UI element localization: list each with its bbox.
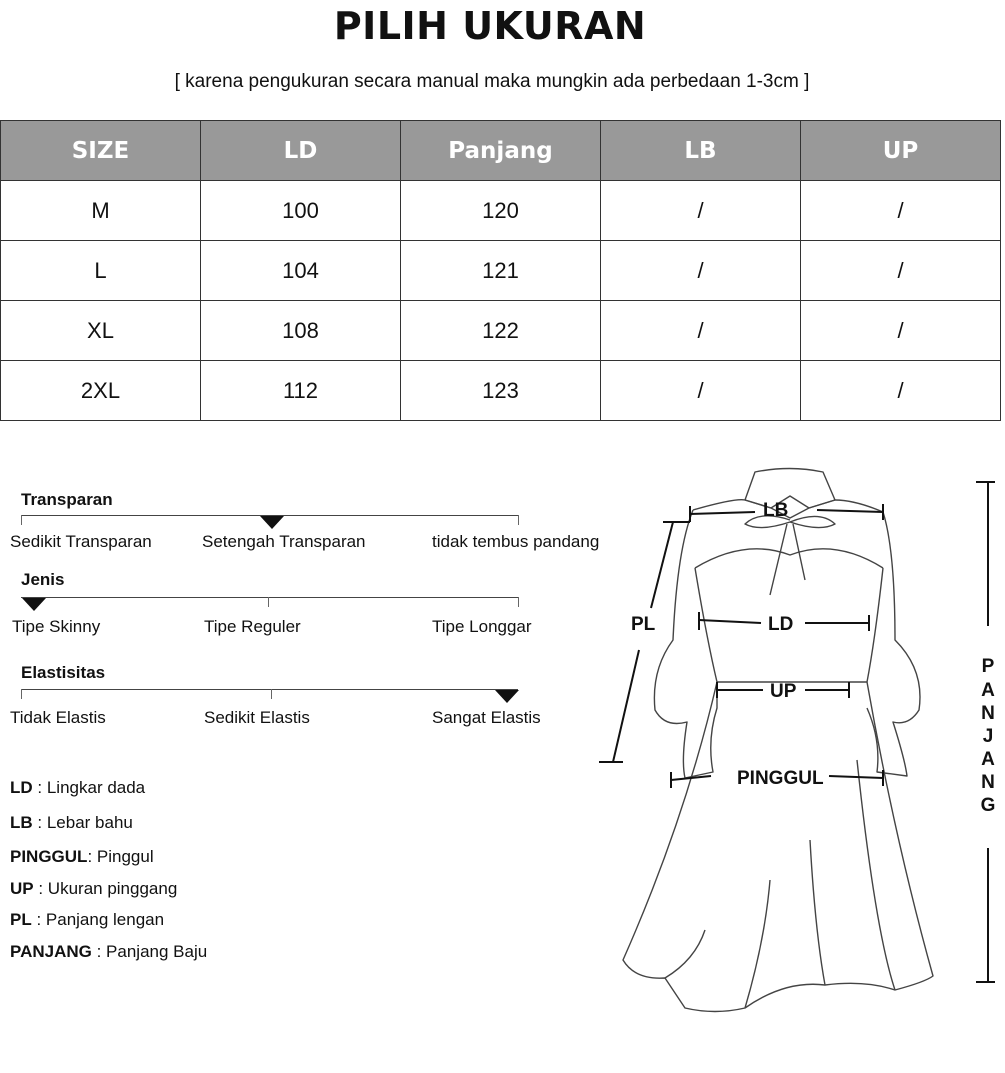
- legend-item-pl: [10, 910, 164, 930]
- legend-sep: :: [32, 778, 47, 797]
- legend-abbr: PANJANG: [10, 942, 92, 961]
- scale-tick: [271, 689, 272, 699]
- scale-line: [21, 689, 518, 690]
- cell-ld: 100: [201, 181, 401, 241]
- measure-lines: [599, 482, 995, 982]
- selected-marker-icon: [495, 690, 519, 703]
- scale-tick: [268, 597, 269, 607]
- dress-diagram: [595, 460, 1005, 1020]
- panjang-letter: N: [981, 703, 995, 724]
- cell-ld: 112: [201, 361, 401, 421]
- legend-abbr: LB: [10, 813, 33, 832]
- label-lb: LB: [763, 500, 789, 521]
- cell-panjang: 123: [401, 361, 601, 421]
- legend-desc: Lebar bahu: [46, 813, 133, 832]
- cell-up: /: [801, 241, 1001, 301]
- scale-tick: [21, 515, 22, 525]
- dress-outline-icon: [623, 469, 933, 1012]
- cell-size: XL: [1, 301, 201, 361]
- legend-item-panjang: [10, 942, 207, 962]
- option-tidak-elastis: Tidak Elastis: [10, 708, 106, 727]
- header-ld: LD: [201, 121, 401, 181]
- legend-desc: Ukuran pinggang: [47, 879, 178, 898]
- legend-item-pinggul: [10, 847, 154, 867]
- table-row: [1, 241, 1001, 301]
- size-table: [0, 120, 1001, 421]
- cell-size: 2XL: [1, 361, 201, 421]
- panjang-letter: J: [982, 726, 994, 747]
- scale-tick: [21, 689, 22, 699]
- legend-item-ld: [10, 778, 145, 798]
- scale-line: [21, 597, 518, 598]
- selected-marker-icon: [22, 598, 46, 611]
- legend-abbr: LD: [10, 778, 33, 797]
- cell-lb: /: [601, 301, 801, 361]
- selected-marker-icon: [260, 516, 284, 529]
- header-panjang: Panjang: [401, 121, 601, 181]
- legend-abbr: PL: [10, 910, 32, 929]
- label-ld: LD: [768, 614, 794, 635]
- scale-tick: [518, 515, 519, 525]
- elasticity-label: Elastisitas: [21, 663, 106, 682]
- scale-tick: [518, 597, 519, 607]
- legend-desc: Lingkar dada: [46, 778, 146, 797]
- panjang-letter: P: [981, 656, 995, 677]
- cell-up: /: [801, 301, 1001, 361]
- header-up: UP: [801, 121, 1001, 181]
- option-setengah-transparan: Setengah Transparan: [202, 532, 366, 551]
- option-tipe-skinny: Tipe Skinny: [12, 617, 101, 636]
- label-up: UP: [770, 681, 797, 702]
- table-row: [1, 301, 1001, 361]
- panjang-letter: G: [980, 795, 996, 816]
- cell-lb: /: [601, 361, 801, 421]
- cell-lb: /: [601, 181, 801, 241]
- label-pl: PL: [631, 614, 656, 635]
- transparency-scale: [0, 488, 620, 558]
- label-pinggul: PINGGUL: [737, 768, 824, 789]
- cell-up: /: [801, 361, 1001, 421]
- cell-panjang: 121: [401, 241, 601, 301]
- legend-sep: :: [33, 879, 48, 898]
- cell-panjang: 120: [401, 181, 601, 241]
- cell-size: L: [1, 241, 201, 301]
- fit-type-scale: [0, 568, 620, 638]
- option-tidak-tembus-pandang: tidak tembus pandang: [432, 532, 600, 551]
- option-sedikit-transparan: Sedikit Transparan: [10, 532, 152, 551]
- option-sedikit-elastis: Sedikit Elastis: [204, 708, 310, 727]
- option-tipe-longgar: Tipe Longgar: [432, 617, 532, 636]
- panjang-letter: A: [981, 749, 995, 770]
- transparency-label: Transparan: [21, 490, 113, 509]
- legend-sep: :: [32, 813, 47, 832]
- cell-up: /: [801, 181, 1001, 241]
- header-lb: LB: [601, 121, 801, 181]
- cell-ld: 104: [201, 241, 401, 301]
- elasticity-scale: [0, 661, 620, 731]
- legend-desc: Panjang lengan: [45, 910, 165, 929]
- fit-type-label: Jenis: [21, 570, 65, 589]
- legend-abbr: PINGGUL: [10, 847, 88, 866]
- page-title: PILIH UKURAN: [333, 4, 647, 48]
- legend-abbr: UP: [10, 879, 34, 898]
- legend-item-up: [10, 879, 177, 899]
- table-header-row: [1, 121, 1001, 181]
- legend-sep: :: [31, 910, 46, 929]
- panjang-letter: A: [981, 680, 995, 701]
- cell-ld: 108: [201, 301, 401, 361]
- legend-sep: :: [91, 942, 107, 961]
- cell-size: M: [1, 181, 201, 241]
- cell-panjang: 122: [401, 301, 601, 361]
- legend-desc: Pinggul: [96, 847, 154, 866]
- panjang-letter: N: [981, 772, 995, 793]
- legend-desc: Panjang Baju: [106, 942, 208, 961]
- legend-sep: :: [87, 847, 97, 866]
- table-row: [1, 181, 1001, 241]
- option-sangat-elastis: Sangat Elastis: [432, 708, 541, 727]
- legend-item-lb: [10, 813, 133, 833]
- measurement-note: [ karena pengukuran secara manual maka mungkin ada perbedaan 1-3cm ]: [174, 71, 810, 92]
- measure-labels: [631, 500, 824, 789]
- option-tipe-reguler: Tipe Reguler: [204, 617, 301, 636]
- table-row: [1, 361, 1001, 421]
- cell-lb: /: [601, 241, 801, 301]
- header-size: SIZE: [1, 121, 201, 181]
